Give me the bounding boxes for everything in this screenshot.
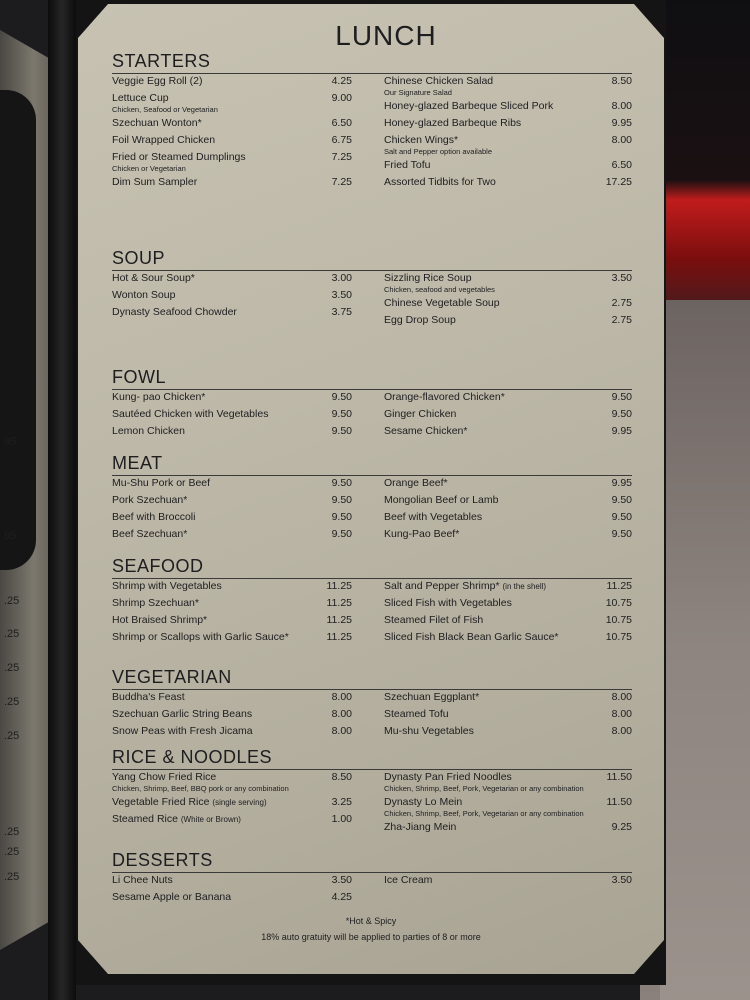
menu-item [384, 74, 632, 97]
item-name: Chicken Wings* [384, 134, 459, 146]
item-price: 11.50 [606, 796, 632, 808]
item-name: Steamed Tofu [384, 708, 449, 720]
item-name: Fried or Steamed Dumplings [112, 151, 246, 163]
menu-section [112, 666, 632, 737]
item-name: Vegetable Fried Rice [112, 796, 210, 808]
item-name-line [112, 424, 352, 439]
item-price: 9.00 [331, 92, 352, 104]
item-price: 11.50 [606, 771, 632, 783]
menu-item [384, 510, 632, 527]
item-note: Chicken, Seafood or Vegetarian [112, 105, 218, 114]
item-name: Dynasty Pan Fried Noodles [384, 771, 512, 783]
menu-item [384, 424, 632, 441]
menu-section [112, 849, 632, 903]
item-price: 3.00 [331, 272, 352, 284]
item-name-line [384, 99, 632, 114]
menu-item [112, 596, 352, 613]
item-price: 6.50 [331, 117, 352, 129]
menu-item [384, 707, 632, 724]
menu-item [112, 390, 352, 407]
adjacent-price: .25 [4, 696, 20, 708]
adjacent-price: .25 [4, 595, 20, 607]
item-name: Foil Wrapped Chicken [112, 134, 216, 146]
menu-column-right [384, 74, 632, 192]
item-name: Szechuan Eggplant* [384, 691, 480, 703]
item-name: Salt and Pepper Shrimp* [384, 580, 500, 592]
item-price: 3.75 [331, 306, 352, 318]
menu-item [112, 116, 352, 133]
item-name-line [112, 873, 352, 888]
menu-item [112, 305, 352, 322]
item-name-line [112, 288, 352, 303]
item-price: 8.00 [611, 691, 632, 703]
menu-item [384, 296, 632, 313]
adjacent-price: .25 [4, 730, 20, 742]
adjacent-price: .25 [4, 662, 20, 674]
item-name-line [384, 795, 632, 810]
item-name-line [112, 596, 352, 611]
item-name-line [112, 690, 352, 705]
menu-item [384, 820, 632, 837]
section-heading: DESSERTS [112, 849, 632, 873]
item-name: Steamed Rice [112, 813, 178, 825]
item-price: 9.50 [331, 528, 352, 540]
item-name-line [384, 820, 632, 835]
item-price: 11.25 [606, 580, 632, 592]
adjacent-price: .25 [4, 846, 20, 858]
menu-column-right [384, 390, 632, 441]
item-name-line [384, 613, 632, 628]
item-price: 11.25 [326, 597, 352, 609]
item-name: Chinese Chicken Salad [384, 75, 494, 87]
item-name-line [384, 133, 632, 148]
item-note: Chicken, Shrimp, Beef, Pork, Vegetarian or any combination [384, 784, 584, 793]
menu-section [112, 452, 632, 540]
item-price: 9.50 [331, 494, 352, 506]
item-name-line [112, 510, 352, 525]
item-name: Shrimp Szechuan* [112, 597, 199, 609]
item-price: 9.50 [331, 391, 352, 403]
menu-column-left [112, 873, 352, 907]
item-name-line [384, 476, 632, 491]
menu-item [112, 770, 352, 793]
item-name: Sesame Chicken* [384, 425, 468, 437]
item-name-line [112, 91, 352, 106]
menu-item [112, 873, 352, 890]
item-name-line [384, 596, 632, 611]
item-name: Assorted Tidbits for Two [384, 176, 496, 188]
item-name-line [112, 271, 352, 286]
menu-item [112, 133, 352, 150]
item-price: 9.50 [331, 408, 352, 420]
menu-item [384, 873, 632, 890]
menu-column-right [384, 271, 632, 330]
item-name-line [384, 527, 632, 542]
item-name-line [112, 476, 352, 491]
menu-section [112, 50, 632, 188]
item-price: 11.25 [326, 631, 352, 643]
item-name: Beef Szechuan* [112, 528, 188, 540]
item-name: Lettuce Cup [112, 92, 169, 104]
item-name-line [112, 150, 352, 165]
spicy-legend: *Hot & Spicy [345, 916, 397, 926]
menu-spine [48, 0, 76, 1000]
item-note: Chicken, Shrimp, Beef, Pork, Vegetarian or any combination [384, 809, 584, 818]
menu-item [112, 613, 352, 630]
menu-column-left [112, 690, 352, 741]
menu-section [112, 746, 632, 833]
item-name: Veggie Egg Roll (2) [112, 75, 203, 87]
item-price: 2.75 [611, 297, 632, 309]
item-name-line [384, 510, 632, 525]
item-name: Honey-glazed Barbeque Sliced Pork [384, 100, 554, 112]
item-name: Sautéed Chicken with Vegetables [112, 408, 269, 420]
section-heading: MEAT [112, 452, 632, 476]
item-price: 9.50 [331, 425, 352, 437]
item-price: 9.95 [611, 425, 632, 437]
menu-column-right [384, 873, 632, 890]
item-price: 8.00 [611, 134, 632, 146]
item-name: Shrimp with Vegetables [112, 580, 222, 592]
menu-item [112, 724, 352, 741]
item-price: 8.50 [331, 771, 352, 783]
menu-column-left [112, 579, 352, 647]
item-name-line [112, 116, 352, 131]
gratuity-note: 18% auto gratuity will be applied to parties of 8 or more [261, 932, 481, 942]
item-price: 9.95 [611, 117, 632, 129]
menu-column-right [384, 579, 632, 647]
item-name: Pork Szechuan* [112, 494, 188, 506]
menu-column-left [112, 271, 352, 322]
menu-item [112, 579, 352, 596]
menu-item [384, 476, 632, 493]
item-name-line [384, 271, 632, 286]
item-price: 8.00 [611, 100, 632, 112]
menu-item [384, 579, 632, 596]
item-price: 7.25 [331, 151, 352, 163]
item-price: 9.50 [611, 528, 632, 540]
item-price: 6.50 [611, 159, 632, 171]
item-name-line [112, 133, 352, 148]
item-price: 9.50 [331, 477, 352, 489]
menu-item [112, 795, 352, 812]
section-heading: RICE & NOODLES [112, 746, 632, 770]
menu-item [384, 690, 632, 707]
item-name: Hot Braised Shrimp* [112, 614, 208, 626]
item-price: 9.25 [611, 821, 632, 833]
item-name: Sizzling Rice Soup [384, 272, 472, 284]
section-heading: STARTERS [112, 50, 632, 74]
menu-column-right [384, 770, 632, 837]
item-name-line [112, 493, 352, 508]
item-name: Beef with Broccoli [112, 511, 196, 523]
menu-item [112, 812, 352, 829]
item-name: Sliced Fish with Vegetables [384, 597, 512, 609]
item-price: 10.75 [605, 614, 632, 626]
item-price: 9.50 [611, 408, 632, 420]
shadow [0, 90, 36, 570]
item-inline-note: (single serving) [212, 798, 267, 807]
menu-item [112, 493, 352, 510]
item-name-line [384, 493, 632, 508]
item-name: Chinese Vegetable Soup [384, 297, 500, 309]
menu-column-left [112, 390, 352, 441]
item-price: 7.25 [331, 176, 352, 188]
item-price: 3.25 [331, 796, 352, 808]
item-price: 4.25 [331, 891, 352, 903]
item-note: Chicken, Shrimp, Beef, BBQ pork or any combination [112, 784, 289, 793]
item-name-line [112, 579, 352, 594]
adjacent-price: .25 [4, 628, 20, 640]
item-price: 4.25 [331, 75, 352, 87]
item-name: Snow Peas with Fresh Jicama [112, 725, 253, 737]
item-name: Szechuan Wonton* [112, 117, 202, 129]
item-name-line [384, 770, 632, 785]
item-name-line [112, 812, 352, 827]
item-name: Szechuan Garlic String Beans [112, 708, 253, 720]
item-name: Honey-glazed Barbeque Ribs [384, 117, 522, 129]
item-name-line [384, 424, 632, 439]
menu-section [112, 555, 632, 643]
item-name-line [112, 407, 352, 422]
item-price: 9.50 [331, 511, 352, 523]
menu-item [112, 175, 352, 192]
item-name: Mu-Shu Pork or Beef [112, 477, 211, 489]
item-name-line [384, 116, 632, 131]
item-name-line [112, 890, 352, 905]
item-name-line [112, 630, 352, 645]
item-name-line [112, 770, 352, 785]
item-name-line [384, 724, 632, 739]
item-price: 8.00 [331, 708, 352, 720]
menu-item [384, 527, 632, 544]
menu-item [112, 150, 352, 173]
menu-item [384, 271, 632, 294]
item-price: 9.95 [611, 477, 632, 489]
menu-section [112, 247, 632, 326]
menu-section [112, 366, 632, 437]
menu-item [112, 476, 352, 493]
section-heading: SEAFOOD [112, 555, 632, 579]
menu-item [384, 116, 632, 133]
item-name: Kung-Pao Beef* [384, 528, 460, 540]
section-heading: VEGETARIAN [112, 666, 632, 690]
item-inline-note: (White or Brown) [180, 815, 241, 824]
item-price: 3.50 [611, 874, 632, 886]
menu-item [112, 707, 352, 724]
lunch-menu [78, 4, 664, 974]
item-name: Dynasty Seafood Chowder [112, 306, 237, 318]
item-name: Shrimp or Scallops with Garlic Sauce* [112, 631, 289, 643]
item-name: Kung- pao Chicken* [112, 391, 206, 403]
menu-item [384, 770, 632, 793]
menu-item [112, 288, 352, 305]
item-name: Wonton Soup [112, 289, 176, 301]
menu-item [384, 175, 632, 192]
item-name-line [384, 313, 632, 328]
item-name: Mu-shu Vegetables [384, 725, 474, 737]
tablecloth [660, 300, 750, 1000]
item-price: 8.50 [611, 75, 632, 87]
item-name-line [112, 305, 352, 320]
adjacent-price: .25 [4, 826, 20, 838]
adjacent-price: .25 [4, 871, 20, 883]
menu-item [384, 99, 632, 116]
item-name: Buddha's Feast [112, 691, 185, 703]
menu-item [112, 890, 352, 907]
item-name-line [384, 579, 632, 594]
menu-item [384, 133, 632, 156]
item-name: Zha-Jiang Mein [384, 821, 457, 833]
adjacent-menu-page [0, 30, 48, 950]
menu-item [384, 493, 632, 510]
item-price: 3.50 [331, 874, 352, 886]
item-name-line [112, 795, 352, 810]
menu-item [384, 313, 632, 330]
menu-title: LUNCH [335, 20, 437, 51]
item-name: Mongolian Beef or Lamb [384, 494, 499, 506]
menu-item [112, 527, 352, 544]
menu-item [112, 91, 352, 114]
menu-item [384, 407, 632, 424]
item-name: Dim Sum Sampler [112, 176, 198, 188]
item-name: Ice Cream [384, 874, 433, 886]
adjacent-price: 95 [4, 530, 17, 542]
item-name-line [112, 527, 352, 542]
section-heading: FOWL [112, 366, 632, 390]
item-name-line [384, 296, 632, 311]
menu-item [112, 407, 352, 424]
item-name-line [112, 613, 352, 628]
item-price: 9.50 [611, 494, 632, 506]
item-price: 3.50 [611, 272, 632, 284]
item-name-line [384, 630, 632, 645]
item-name-line [112, 390, 352, 405]
item-price: 11.25 [326, 580, 352, 592]
menu-item [384, 613, 632, 630]
item-price: 6.75 [331, 134, 352, 146]
item-name-line [384, 175, 632, 190]
item-price: 8.00 [331, 691, 352, 703]
item-name-line [112, 74, 352, 89]
item-note: Our Signature Salad [384, 88, 452, 97]
item-price: 8.00 [611, 708, 632, 720]
item-name: Lemon Chicken [112, 425, 185, 437]
item-price: 3.50 [331, 289, 352, 301]
item-price: 17.25 [605, 176, 632, 188]
section-heading: SOUP [112, 247, 632, 271]
item-name-line [112, 724, 352, 739]
menu-item [384, 724, 632, 741]
item-name: Sliced Fish Black Bean Garlic Sauce* [384, 631, 559, 643]
menu-item [112, 630, 352, 647]
item-price: 2.75 [611, 314, 632, 326]
menu-column-left [112, 74, 352, 192]
item-price: 8.00 [611, 725, 632, 737]
item-name-line [384, 158, 632, 173]
item-name-line [112, 175, 352, 190]
item-inline-note: (in the shell) [502, 582, 547, 591]
menu-item [384, 596, 632, 613]
item-name: Ginger Chicken [384, 408, 457, 420]
menu-column-right [384, 476, 632, 544]
menu-item [384, 390, 632, 407]
item-price: 9.50 [611, 391, 632, 403]
item-name-line [384, 707, 632, 722]
item-name-line [112, 707, 352, 722]
adjacent-price: 95 [4, 436, 17, 448]
menu-item [112, 510, 352, 527]
menu-item [112, 74, 352, 91]
menu-item [112, 271, 352, 288]
item-name: Dynasty Lo Mein [384, 796, 463, 808]
menu-column-right [384, 690, 632, 741]
item-note: Salt and Pepper option available [384, 147, 492, 156]
item-name-line [384, 690, 632, 705]
item-name: Fried Tofu [384, 159, 431, 171]
menu-item [384, 630, 632, 647]
menu-item [384, 795, 632, 818]
item-price: 10.75 [605, 597, 632, 609]
menu-item [112, 690, 352, 707]
item-note: Chicken, seafood and vegetables [384, 285, 495, 294]
item-name: Yang Chow Fried Rice [112, 771, 217, 783]
menu-column-left [112, 476, 352, 544]
menu-column-left [112, 770, 352, 829]
item-name-line [384, 407, 632, 422]
item-name-line [384, 390, 632, 405]
item-name: Egg Drop Soup [384, 314, 456, 326]
item-name: Sesame Apple or Banana [112, 891, 232, 903]
item-name: Beef with Vegetables [384, 511, 483, 523]
item-name: Li Chee Nuts [112, 874, 173, 886]
item-price: 10.75 [605, 631, 632, 643]
item-name-line [384, 74, 632, 89]
item-price: 11.25 [326, 614, 352, 626]
item-name: Hot & Sour Soup* [112, 272, 195, 284]
item-price: 9.50 [611, 511, 632, 523]
item-name-line [384, 873, 632, 888]
menu-item [112, 424, 352, 441]
item-name: Orange Beef* [384, 477, 448, 489]
menu-item [384, 158, 632, 175]
item-price: 1.00 [331, 813, 352, 825]
item-name: Steamed Filet of Fish [384, 614, 484, 626]
item-name: Orange-flavored Chicken* [384, 391, 505, 403]
item-price: 8.00 [331, 725, 352, 737]
item-note: Chicken or Vegetarian [112, 164, 186, 173]
